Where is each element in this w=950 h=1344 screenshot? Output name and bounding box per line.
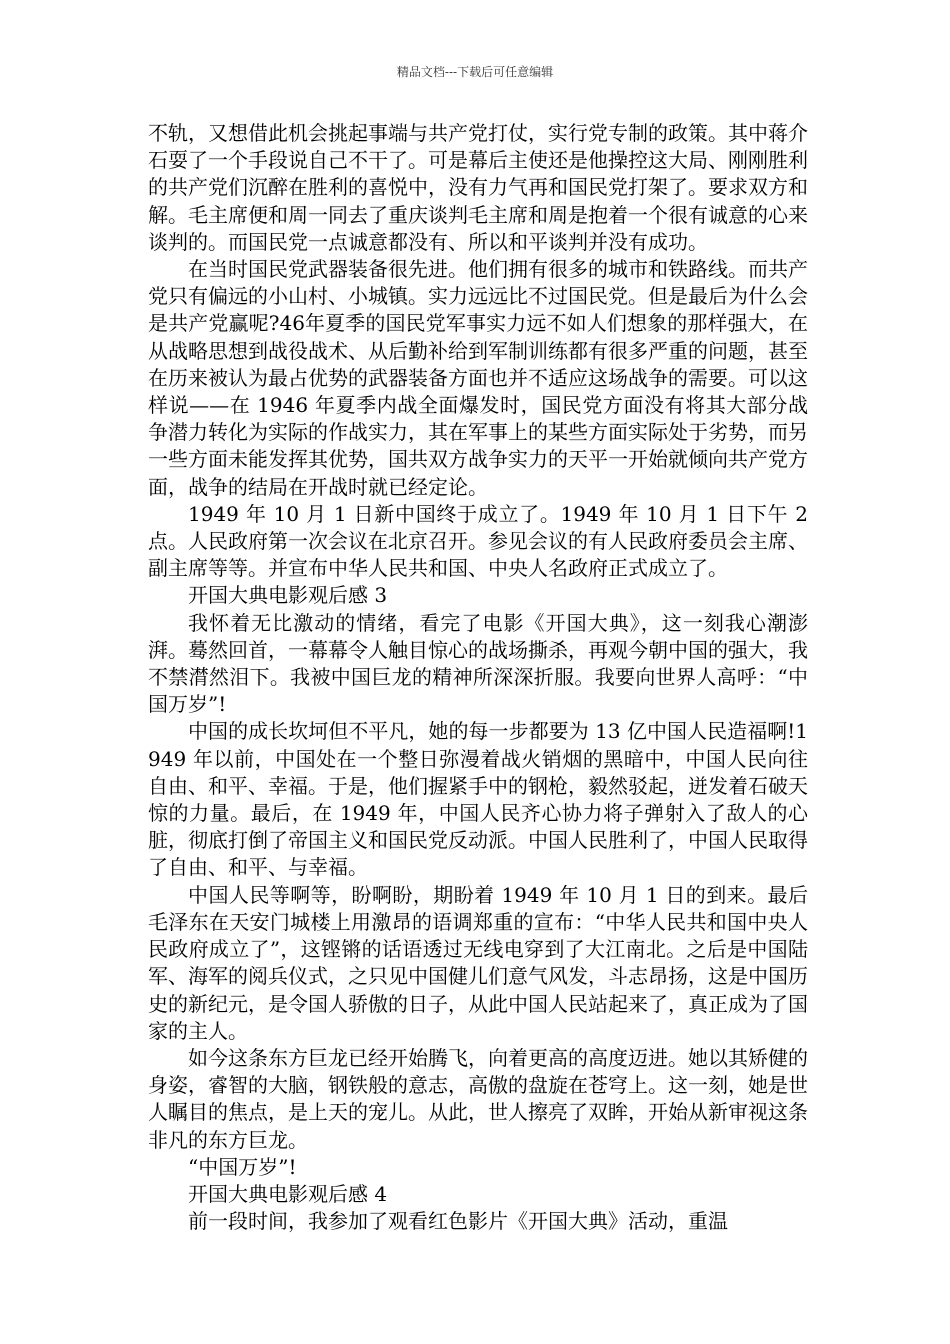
- paragraph-1: 不轨，又想借此机会挑起事端与共产党打仗，实行党专制的政策。其中蒋介石耍了一个手段说自己不干了。可是幕后主使还是他操控这大局、刚刚胜利的共产党们沉醉在胜利的喜悦中，没有力气再和国民党打架了。要求双方和解。毛主席便和周一同去了重庆谈判毛主席和周是抱着一个很有诚意的心来谈判的。而国民党一点诚意都没有、所以和平谈判并没有成功。: [148, 121, 808, 254]
- paragraph-9: 前一段时间，我参加了观看红色影片《开国大典》活动，重温: [188, 1209, 728, 1234]
- paragraph-7: 如今这条东方巨龙已经开始腾飞，向着更高的高度迈进。她以其矫健的身姿，睿智的大脑，钢铁般的意志，高傲的盘旋在苍穹上。这一刻，她是世人瞩目的焦点，是上天的宠儿。从此，世人擦亮了双眸，开始从新审视这条非凡的东方巨龙。: [148, 1045, 808, 1152]
- paragraph-4: 我怀着无比激动的情绪，看完了电影《开国大典》，这一刻我心潮澎湃。蓦然回首，一幕幕令人触目惊心的战场撕杀，再观今朝中国的强大，我不禁潸然泪下。我被中国巨龙的精神所深深折服。我要向世界人高呼：“中国万岁”!: [148, 610, 808, 717]
- paragraph-8: “中国万岁”!: [188, 1154, 297, 1179]
- paragraph-2: 在当时国民党武器装备很先进。他们拥有很多的城市和铁路线。而共产党只有偏远的小山村、小城镇。实力远远比不过国民党。但是最后为什么会是共产党赢呢?46年夏季的国民党军事实力远不如人们想象的那样强大，在从战略思想到战役战术、从后勤补给到军制训练都有很多严重的问题，甚至在历来被认为最占优势的武器装备方面也并不适应这场战争的需要。可以这样说——在 1946 年夏季内战全面爆发时，国民党方面没有将其大部分战争潜力转化为实际的作战实力，其在军事上的某些方面实际处于劣势，而另一些方面未能发挥其优势，国共双方战争实力的天平一开始就倾向共产党方面，战争的结局在开战时就已经定论。: [148, 257, 808, 499]
- paragraph-5: 中国的成长坎坷但不平凡，她的每一步都要为 13 亿中国人民造福啊!1949 年以前，中国处在一个整日弥漫着战火销烟的黑暗中，中国人民向往自由、和平、幸福。于是，他们握紧手中的钢枪，毅然驳起，迸发着石破天惊的力量。最后，在 1949 年，中国人民齐心协力将子弹射入了敌人的心脏，彻底打倒了帝国主义和国民党反动派。中国人民胜利了，中国人民取得了自由、和平、与幸福。: [148, 719, 808, 880]
- section-heading-4: 开国大典电影观后感 4: [188, 1181, 388, 1206]
- paragraph-3: 1949 年 10 月 1 日新中国终于成立了。1949 年 10 月 1 日下午 2 点。人民政府第一次会议在北京召开。参见会议的有人民政府委员会主席、副主席等等。并宣布中华人民共和国、中央人名政府正式成立了。: [148, 501, 808, 581]
- section-heading-3: 开国大典电影观后感 3: [188, 583, 388, 608]
- page-header: 精品文档---下载后可任意编辑: [396, 65, 554, 79]
- document-body: [148, 120, 808, 1235]
- paragraph-6: 中国人民等啊等，盼啊盼，期盼着 1949 年 10 月 1 日的到来。最后毛泽东在天安门城楼上用激昂的语调郑重的宣布：“中华人民共和国中央人民政府成立了”，这铿锵的话语透过无线电穿到了大江南北。之后是中国陆军、海军的阅兵仪式，之只见中国健儿们意气风发，斗志昂扬，这是中国历史的新纪元，是令国人骄傲的日子，从此中国人民站起来了，真正成为了国家的主人。: [148, 882, 808, 1043]
